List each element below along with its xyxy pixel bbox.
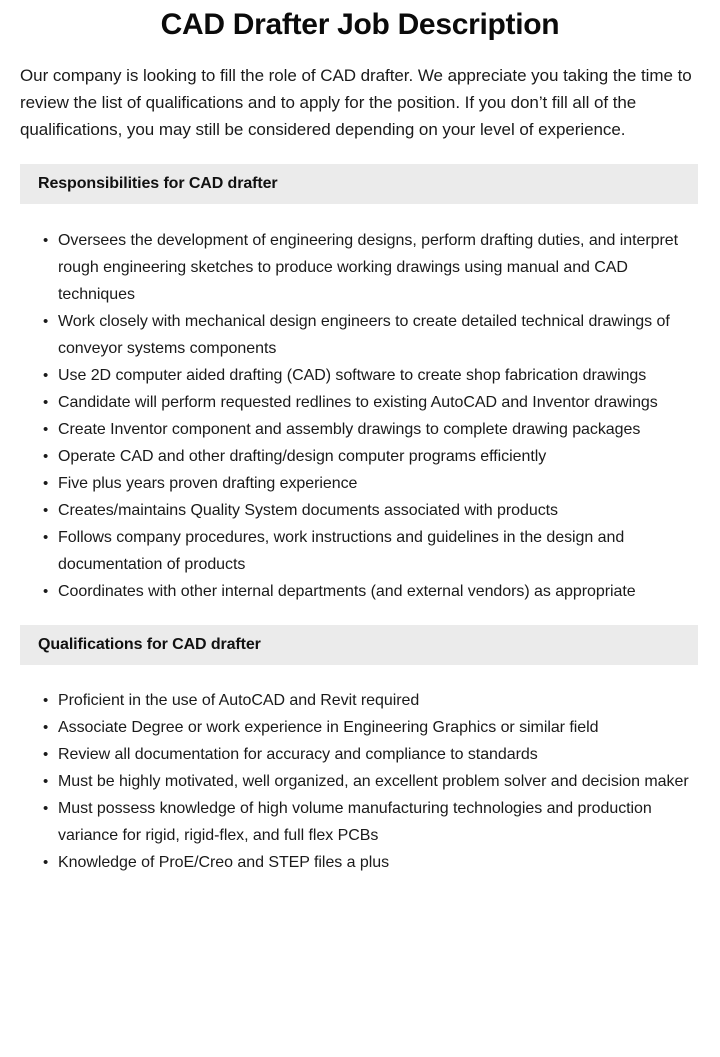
section-header-label: Qualifications for CAD drafter <box>38 635 261 653</box>
list-item: • Coordinates with other internal departments (and external vendors) as appropriate <box>58 578 692 605</box>
list-item: • Knowledge of ProE/Creo and STEP files a plus <box>58 849 692 876</box>
list-item: • Proficient in the use of AutoCAD and Revit required <box>58 687 692 714</box>
responsibilities-list <box>0 227 720 605</box>
list-item: • Use 2D computer aided drafting (CAD) software to create shop fabrication drawings <box>58 362 692 389</box>
list-item: • Oversees the development of engineering designs, perform drafting duties, and interpret rough engineering sketches to produce working drawings using manual and CAD techniques <box>58 227 692 308</box>
page-title: CAD Drafter Job Description <box>160 8 560 41</box>
list-item: • Operate CAD and other drafting/design computer programs efficiently <box>58 443 692 470</box>
list-item: • Associate Degree or work experience in Engineering Graphics or similar field <box>58 714 692 741</box>
list-item: • Review all documentation for accuracy and compliance to standards <box>58 741 692 768</box>
section-responsibilities <box>0 164 720 605</box>
section-header-qualifications <box>20 625 698 665</box>
section-header-label: Responsibilities for CAD drafter <box>38 174 278 192</box>
section-qualifications <box>0 625 720 876</box>
qualifications-list <box>0 687 720 876</box>
list-item: • Candidate will perform requested redlines to existing AutoCAD and Inventor drawings <box>58 389 692 416</box>
list-item: • Must possess knowledge of high volume manufacturing technologies and production variance for rigid, rigid-flex, and full flex PCBs <box>58 795 692 849</box>
intro-paragraph: Our company is looking to fill the role of CAD drafter. We appreciate you taking the time to review the list of qualifications and to apply for the position. If you don’t fill all of the qualifications, you may still be considered depending on your level of experience. <box>20 66 692 140</box>
list-item: • Follows company procedures, work instructions and guidelines in the design and documentation of products <box>58 524 692 578</box>
section-header-responsibilities <box>20 164 698 204</box>
list-item: • Five plus years proven drafting experience <box>58 470 692 497</box>
list-item: • Must be highly motivated, well organized, an excellent problem solver and decision maker <box>58 768 692 795</box>
list-item: • Create Inventor component and assembly drawings to complete drawing packages <box>58 416 692 443</box>
list-item: • Work closely with mechanical design engineers to create detailed technical drawings of conveyor systems components <box>58 308 692 362</box>
list-item: • Creates/maintains Quality System documents associated with products <box>58 497 692 524</box>
